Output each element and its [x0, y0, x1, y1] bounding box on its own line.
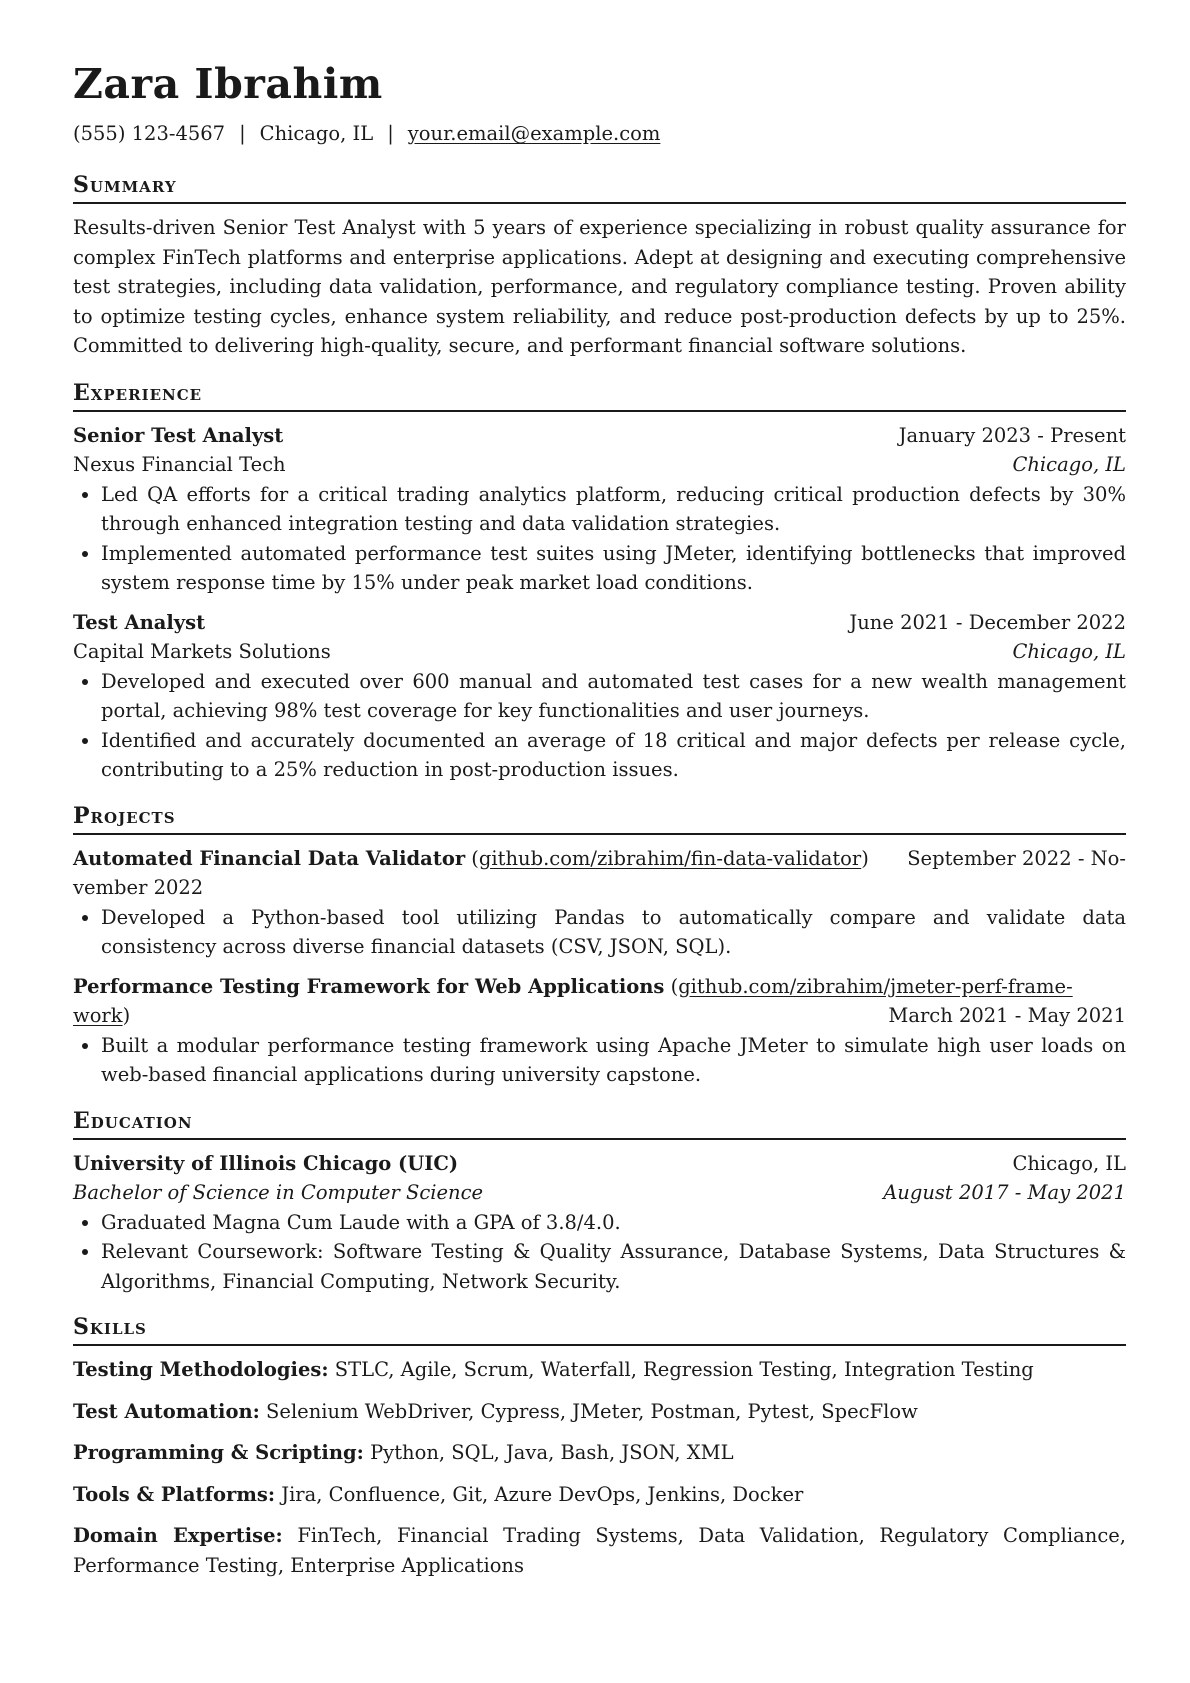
skill-label: Test Automation:	[73, 1399, 260, 1423]
job-dates: January 2023 - Present	[898, 423, 1126, 447]
projects-section	[73, 801, 1126, 1090]
contact-location: Chicago, IL	[259, 122, 374, 145]
skills-section	[73, 1312, 1126, 1580]
section-title-experience: Experience	[73, 378, 1126, 412]
project-entry: Performance Testing Framework for Web Applications (github.com/zibrahim/jmeter-perf-frame- work) March 2021 - May 2021 • Built a modular performance testing framework using Apache JMeter to simulate high user loads on web-based financial applications during university capstone.	[73, 972, 1126, 1090]
skill-row	[73, 1521, 1126, 1580]
skill-row	[73, 1355, 1126, 1385]
summary-text: Results-driven Senior Test Analyst with 5 years of experience specializing in robust quality assurance for complex FinTech platforms and enterprise applications. Adept at designing and executing comprehensive test strategies, including data validation, performance, and regulatory compliance testing. Proven ability to optimize testing cycles, enhance system reliability, and reduce post-production defects by up to 25%. Committed to delivering high-quality, secure, and performant financial software solutions.	[73, 216, 1126, 357]
section-title-skills: Skills	[73, 1312, 1126, 1346]
candidate-name: Zara Ibrahim	[73, 60, 383, 108]
email-link[interactable]: your.email@example.com	[407, 122, 661, 145]
project-dates: September 2022 - No-	[907, 846, 1126, 870]
bullet-item: • Identified and accurately documented an average of 18 critical and major defects per release cycle, contributing to a 25% reduction in post-production issues.	[101, 726, 1126, 785]
job-bullets	[73, 480, 1126, 598]
job-location: Chicago, IL	[1012, 640, 1126, 663]
project-bullets	[73, 903, 1126, 962]
skill-value: Python, SQL, Java, Bash, JSON, XML	[370, 1441, 734, 1464]
school-location: Chicago, IL	[1012, 1151, 1126, 1175]
project-bullets	[73, 1031, 1126, 1090]
job-company: Nexus Financial Tech	[73, 453, 286, 476]
bullet-item: • Relevant Coursework: Software Testing & Quality Assurance, Database Systems, Data Structures & Algorithms, Financial Computing, Network Security.	[101, 1237, 1126, 1296]
resume-page	[73, 56, 1126, 1580]
summary-section	[73, 170, 1126, 361]
education-dates: August 2017 - May 2021	[883, 1181, 1126, 1204]
bullet-item: • Led QA efforts for a critical trading analytics platform, reducing critical production defects by 30% through enhanced integration testing and data validation strategies.	[101, 480, 1126, 539]
skill-row	[73, 1480, 1126, 1510]
phone-number: (555) 123-4567	[73, 122, 226, 145]
job-role: Senior Test Analyst	[73, 423, 284, 447]
skill-value: Jira, Confluence, Git, Azure DevOps, Jenkins, Docker	[281, 1482, 804, 1506]
project-name: Automated Financial Data Validator	[73, 846, 466, 870]
skill-row	[73, 1438, 1126, 1468]
education-entry	[73, 1149, 1126, 1297]
skill-value: STLC, Agile, Scrum, Waterfall, Regression Testing, Integration Testing	[334, 1358, 1034, 1381]
skill-label: Testing Methodologies:	[73, 1358, 329, 1381]
bullet-item: • Developed and executed over 600 manual and automated test cases for a new wealth management portal, achieving 98% test coverage for key functionalities and user journeys.	[101, 667, 1126, 726]
job-location: Chicago, IL	[1012, 453, 1126, 476]
bullet-item: • Developed a Python-based tool utilizing Pandas to automatically compare and validate data consistency across diverse financial datasets (CSV, JSON, SQL).	[101, 903, 1126, 962]
section-title-summary: Summary	[73, 170, 1126, 204]
project-link-continued[interactable]: work	[73, 1004, 123, 1027]
job-dates: June 2021 - December 2022	[849, 610, 1126, 634]
project-entry: Automated Financial Data Validator (github.com/zibrahim/fin-data-validator) September 2022 - No- vember 2022 • Developed a Python-based tool utilizing Pandas to automatically compare and validate data consistency across diverse financial datasets (CSV, JSON, SQL).	[73, 844, 1126, 962]
project-name: Performance Testing Framework for Web Applications	[73, 974, 665, 998]
project-dates: March 2021 - May 2021	[888, 1004, 1126, 1027]
school-name: University of Illinois Chicago (UIC)	[73, 1151, 459, 1175]
job-bullets	[73, 667, 1126, 785]
skill-row	[73, 1397, 1126, 1427]
bullet-item: • Implemented automated performance test suites using JMeter, identifying bottlenecks that improved system response time by 15% under peak market load conditions.	[101, 539, 1126, 598]
education-section	[73, 1106, 1126, 1297]
project-link[interactable]: github.com/zibrahim/fin-data-validator	[478, 846, 862, 870]
skill-label: Tools & Platforms:	[73, 1482, 276, 1506]
job-company: Capital Markets Solutions	[73, 640, 331, 663]
job-entry	[73, 421, 1126, 598]
experience-section	[73, 378, 1126, 785]
project-link[interactable]: github.com/zibrahim/jmeter-perf-frame-	[678, 974, 1073, 998]
section-title-education: Education	[73, 1106, 1126, 1140]
job-role: Test Analyst	[73, 610, 206, 634]
contact-line	[73, 120, 1126, 148]
job-entry	[73, 608, 1126, 785]
education-bullets	[73, 1208, 1126, 1297]
skills-list	[73, 1355, 1126, 1580]
contact-separator: |	[387, 122, 394, 145]
contact-separator: |	[239, 122, 246, 145]
degree-name: Bachelor of Science in Computer Science	[73, 1181, 484, 1204]
section-title-projects: Projects	[73, 801, 1126, 835]
bullet-item: • Graduated Magna Cum Laude with a GPA of 3.8/4.0.	[101, 1208, 1126, 1238]
bullet-item: • Built a modular performance testing framework using Apache JMeter to simulate high user loads on web-based financial applications during university capstone.	[101, 1031, 1126, 1090]
skill-value: Selenium WebDriver, Cypress, JMeter, Postman, Pytest, SpecFlow	[266, 1399, 918, 1423]
skill-label: Domain Expertise:	[73, 1524, 283, 1547]
skill-value: FinTech, Financial Trading Systems, Data Validation, Regulatory Compliance, Performance Testing, Enterprise Applications	[73, 1524, 1126, 1577]
skill-label: Programming & Scripting:	[73, 1441, 364, 1464]
project-dates-continued: vember 2022	[73, 876, 204, 899]
